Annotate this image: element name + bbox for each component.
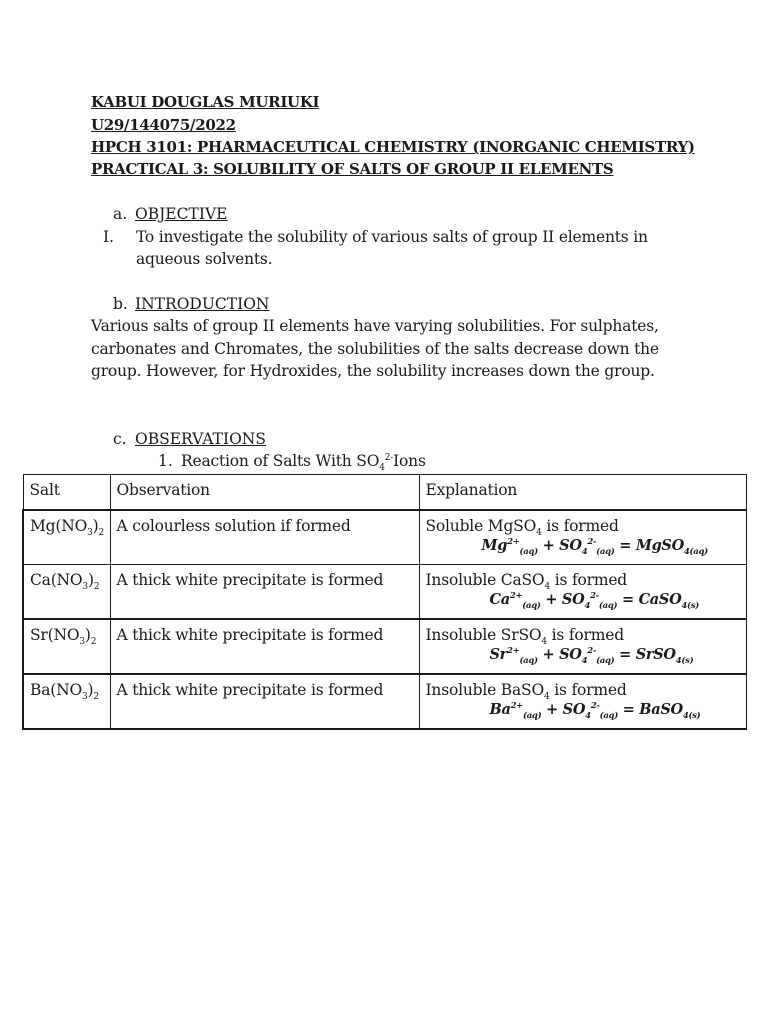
ionic-equation [426, 646, 740, 666]
observations-subheading [181, 452, 426, 474]
salt-metal: Sr [30, 626, 48, 644]
table-row [23, 674, 746, 729]
subheading-suffix: Ions [393, 452, 426, 470]
explanation-sub: 4 [541, 637, 547, 648]
eq-product: CaSO [638, 591, 682, 608]
subheading-prefix: Reaction of Salts With SO [181, 452, 380, 470]
objective-item-line-2: aqueous solvents. [136, 250, 273, 268]
explanation-cell [419, 510, 746, 565]
eq-ion-state: (aq) [519, 546, 538, 557]
nitrate-close: ) [87, 571, 94, 589]
nitrate-sub: 3 [82, 582, 88, 593]
nitrate-close: ) [92, 517, 99, 535]
eq-product: BaSO [639, 701, 683, 718]
eq-so4-sub: 4 [581, 655, 588, 666]
subheading-sub: 4 [379, 463, 385, 474]
ionic-equation [426, 701, 740, 721]
observation-cell: A colourless solution if formed [110, 510, 419, 565]
eq-ion-charge: 2+ [510, 701, 523, 712]
eq-product-state: 4(s) [682, 710, 701, 721]
nitrate-close: ) [84, 626, 91, 644]
explanation-cell [419, 565, 746, 620]
objective-heading: OBJECTIVE [135, 205, 228, 223]
eq-plus-so: + SO [537, 646, 582, 663]
eq-ion: Sr [489, 646, 508, 663]
objective-item-number: I. [103, 228, 115, 246]
eq-so4-state: (aq) [599, 710, 618, 721]
explanation-prefix: Insoluble BaSO [425, 681, 544, 699]
nitrate-open: (NO [47, 626, 80, 644]
subheading-sup: 2- [384, 452, 394, 463]
table-header-row [23, 475, 746, 511]
eq-ion: Mg [481, 537, 508, 554]
eq-so4-charge: 2- [587, 537, 597, 548]
observations-subheading-number: 1. [158, 452, 173, 470]
nitrate-sub: 3 [79, 637, 85, 648]
eq-ion-charge: 2+ [509, 591, 523, 602]
nitrate-open: (NO [50, 681, 82, 699]
nitrate-sub: 3 [87, 528, 93, 539]
explanation-cell [419, 619, 746, 674]
eq-equals: = [617, 591, 639, 608]
ionic-equation [426, 537, 740, 557]
eq-product-state: 4(s) [681, 600, 699, 611]
eq-ion: Ca [489, 591, 510, 608]
eq-so4-charge: 2- [590, 591, 599, 602]
eq-product: MgSO [635, 537, 684, 554]
eq-so4-charge: 2- [590, 701, 600, 712]
ionic-equation [426, 591, 740, 611]
introduction-letter: b. [113, 295, 128, 313]
eq-so4-sub: 4 [584, 600, 591, 611]
course-title: HPCH 3101: PHARMACEUTICAL CHEMISTRY (INORGANIC CHEMISTRY) [91, 138, 695, 156]
explanation-sub: 4 [543, 692, 550, 703]
eq-so4-charge: 2- [587, 646, 597, 657]
eq-product-state: 4(s) [675, 655, 694, 666]
explanation-suffix: is formed [546, 517, 619, 535]
practical-title: PRACTICAL 3: SOLUBILITY OF SALTS OF GROUP II ELEMENTS [91, 160, 614, 178]
observations-heading: OBSERVATIONS [135, 430, 266, 448]
observations-letter: c. [113, 430, 127, 448]
introduction-line-1: Various salts of group II elements have varying solubilities. For sulphates, [91, 317, 659, 335]
eq-plus-so: + SO [537, 537, 582, 554]
explanation-prefix: Insoluble CaSO [425, 571, 545, 589]
nitrate-open: (NO [50, 571, 83, 589]
eq-so4-sub: 4 [581, 546, 588, 557]
explanation-suffix: is formed [554, 571, 628, 589]
eq-product-state: 4(aq) [683, 546, 708, 557]
eq-equals: = [617, 701, 640, 718]
eq-product: SrSO [635, 646, 676, 663]
salt-metal: Ca [30, 571, 51, 589]
nitrate-open: (NO [55, 517, 88, 535]
explanation-prefix: Insoluble SrSO [425, 626, 542, 644]
eq-ion-state: (aq) [523, 710, 542, 721]
table-row [23, 510, 746, 565]
nitrate-count: 2 [90, 637, 97, 648]
header-observation: Observation [110, 475, 419, 511]
eq-equals: = [614, 537, 636, 554]
observation-cell: A thick white precipitate is formed [110, 619, 419, 674]
explanation-suffix: is formed [551, 626, 624, 644]
eq-ion: Ba [489, 701, 511, 718]
eq-so4-sub: 4 [585, 710, 591, 721]
explanation-sub: 4 [536, 528, 542, 539]
eq-ion-state: (aq) [522, 600, 541, 611]
eq-ion-charge: 2+ [507, 646, 520, 657]
eq-so4-state: (aq) [596, 546, 615, 557]
salt-metal: Mg [30, 517, 56, 535]
table-row [23, 619, 746, 674]
table-row [23, 565, 746, 620]
eq-plus-so: + SO [541, 701, 586, 718]
eq-plus-so: + SO [540, 591, 585, 608]
explanation-suffix: is formed [554, 681, 627, 699]
introduction-line-2: carbonates and Chromates, the solubilities of the salts decrease down the [91, 340, 659, 358]
introduction-line-3: group. However, for Hydroxides, the solubility increases down the group. [91, 362, 655, 380]
nitrate-close: ) [87, 681, 94, 699]
explanation-prefix: Soluble MgSO [425, 517, 537, 535]
salt-cell [23, 674, 110, 729]
salt-metal: Ba [30, 681, 51, 699]
nitrate-sub: 3 [81, 692, 88, 703]
student-name: KABUI DOUGLAS MURIUKI [91, 93, 320, 111]
nitrate-count: 2 [93, 582, 100, 593]
explanation-cell [419, 674, 746, 729]
eq-so4-state: (aq) [596, 655, 615, 666]
header-salt: Salt [23, 475, 110, 511]
eq-ion-charge: 2+ [507, 537, 520, 548]
nitrate-count: 2 [98, 528, 105, 539]
salt-cell [23, 565, 110, 620]
eq-ion-state: (aq) [519, 655, 538, 666]
introduction-heading: INTRODUCTION [135, 295, 270, 313]
eq-so4-state: (aq) [598, 600, 618, 611]
salt-cell [23, 510, 110, 565]
nitrate-count: 2 [93, 692, 99, 703]
explanation-sub: 4 [544, 582, 550, 593]
objective-letter: a. [113, 205, 128, 223]
objective-item-line-1: To investigate the solubility of various salts of group II elements in [136, 228, 648, 246]
registration-number: U29/144075/2022 [91, 116, 236, 134]
header-explanation: Explanation [419, 475, 746, 511]
observation-cell: A thick white precipitate is formed [110, 565, 419, 620]
eq-equals: = [614, 646, 636, 663]
observation-cell: A thick white precipitate is formed [110, 674, 419, 729]
salt-cell [23, 619, 110, 674]
observations-table [22, 474, 747, 730]
